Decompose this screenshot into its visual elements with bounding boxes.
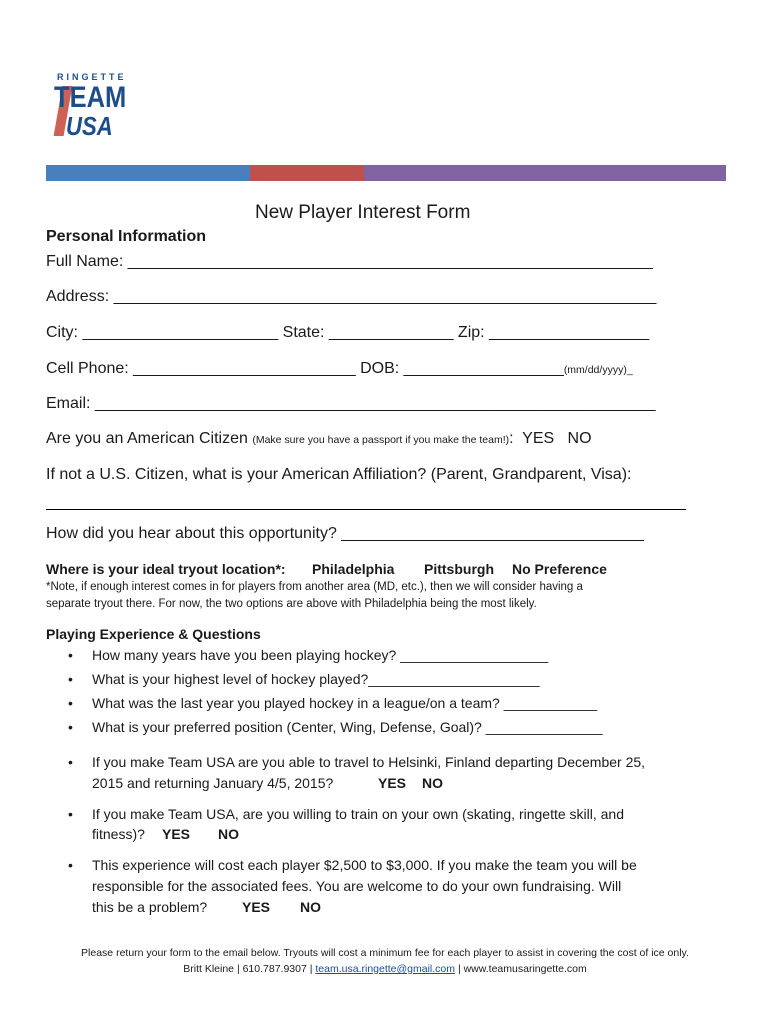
train-yes-option[interactable]: YES bbox=[162, 826, 191, 842]
question-last-year[interactable]: What was the last year you played hockey in a league/on a team? ____________ bbox=[92, 695, 598, 711]
cell-phone-dob-field[interactable] bbox=[46, 360, 633, 378]
citizen-question-text: Are you an American Citizen bbox=[46, 430, 253, 447]
header-bar-red bbox=[250, 165, 364, 181]
logo-usa-text: USA bbox=[66, 111, 113, 141]
cost-line2: responsible for the associated fees. You are welcome to do your own fundraising. Will bbox=[92, 878, 622, 894]
cost-yes-option[interactable]: YES bbox=[242, 899, 271, 915]
citizen-question bbox=[46, 430, 592, 448]
header-bar-purple bbox=[364, 165, 726, 181]
tryout-note-line2: separate tryout there. For now, the two options are above with Philadelphia being the most likely. bbox=[46, 598, 537, 610]
hear-about-field[interactable]: How did you hear about this opportunity? __________________________________ bbox=[46, 525, 644, 542]
footer-website: | www.teamusaringette.com bbox=[455, 963, 587, 975]
travel-question-line1: If you make Team USA are you able to travel to Helsinki, Finland departing December 25, bbox=[92, 754, 646, 770]
section-personal-heading: Personal Information bbox=[46, 228, 207, 245]
tryout-option-no-preference[interactable]: No Preference bbox=[512, 561, 607, 577]
footer-instructions: Please return your form to the email below. Tryouts will cost a minimum fee for each player to assist in covering the cost of ice only. bbox=[81, 947, 689, 959]
footer-contact-name-phone: Britt Kleine | 610.787.9307 | bbox=[183, 963, 316, 975]
citizen-hint: (Make sure you have a passport if you make the team!) bbox=[252, 434, 510, 446]
city-state-zip-field[interactable]: City: ______________________ State: ______________ Zip: __________________ bbox=[46, 324, 650, 341]
question-position[interactable]: What is your preferred position (Center, Wing, Defense, Goal)? _______________ bbox=[92, 719, 603, 735]
affiliation-question: If not a U.S. Citizen, what is your American Affiliation? (Parent, Grandparent, Visa): bbox=[46, 466, 632, 483]
tryout-option-pittsburgh[interactable]: Pittsburgh bbox=[424, 561, 494, 577]
cost-no-option[interactable]: NO bbox=[300, 899, 321, 915]
footer-contact bbox=[0, 963, 770, 975]
logo-team-text: TEAM bbox=[54, 81, 127, 114]
footer-email-link[interactable]: team.usa.ringette@gmail.com bbox=[315, 963, 456, 975]
affiliation-answer-line[interactable] bbox=[46, 509, 686, 510]
address-field[interactable]: Address: _____________________________________________________________ bbox=[46, 288, 657, 305]
dob-format-hint: (mm/dd/yyyy)_ bbox=[563, 364, 633, 376]
page-title: New Player Interest Form bbox=[255, 202, 471, 223]
section-experience-heading: Playing Experience & Questions bbox=[46, 626, 261, 642]
email-field[interactable]: Email: _______________________________________________________________ bbox=[46, 395, 656, 412]
travel-question-line2: 2015 and returning January 4/5, 2015? bbox=[92, 775, 334, 791]
full-name-field[interactable]: Full Name: ___________________________________________________________ bbox=[46, 253, 653, 270]
bullet-icon: • bbox=[68, 754, 73, 770]
bullet-icon: • bbox=[68, 719, 73, 735]
bullet-icon: • bbox=[68, 695, 73, 711]
tryout-question: Where is your ideal tryout location*: bbox=[46, 561, 286, 577]
question-years-playing[interactable]: How many years have you been playing hockey? ___________________ bbox=[92, 647, 549, 663]
travel-yes-option[interactable]: YES bbox=[378, 775, 407, 791]
bullet-icon: • bbox=[68, 806, 73, 822]
bullet-icon: • bbox=[68, 647, 73, 663]
train-no-option[interactable]: NO bbox=[218, 826, 239, 842]
header-bar-blue bbox=[46, 165, 250, 181]
train-question-line2: fitness)? bbox=[92, 826, 145, 842]
travel-no-option[interactable]: NO bbox=[422, 775, 443, 791]
cell-dob-label: Cell Phone: _________________________ DOB: __________________ bbox=[46, 360, 564, 377]
question-highest-level[interactable]: What is your highest level of hockey played?______________________ bbox=[92, 671, 540, 687]
citizen-options[interactable]: : YES NO bbox=[509, 430, 592, 447]
cost-line1: This experience will cost each player $2,500 to $3,000. If you make the team you will be bbox=[92, 857, 637, 873]
logo-subtitle: RINGETTE bbox=[57, 72, 127, 82]
bullet-icon: • bbox=[68, 671, 73, 687]
bullet-icon: • bbox=[68, 857, 73, 873]
tryout-note-line1: *Note, if enough interest comes in for players from another area (MD, etc.), then we will consider having a bbox=[46, 581, 583, 593]
tryout-option-philadelphia[interactable]: Philadelphia bbox=[312, 561, 395, 577]
train-question-line1: If you make Team USA, are you willing to train on your own (skating, ringette skill, and bbox=[92, 806, 624, 822]
cost-line3: this be a problem? bbox=[92, 899, 208, 915]
